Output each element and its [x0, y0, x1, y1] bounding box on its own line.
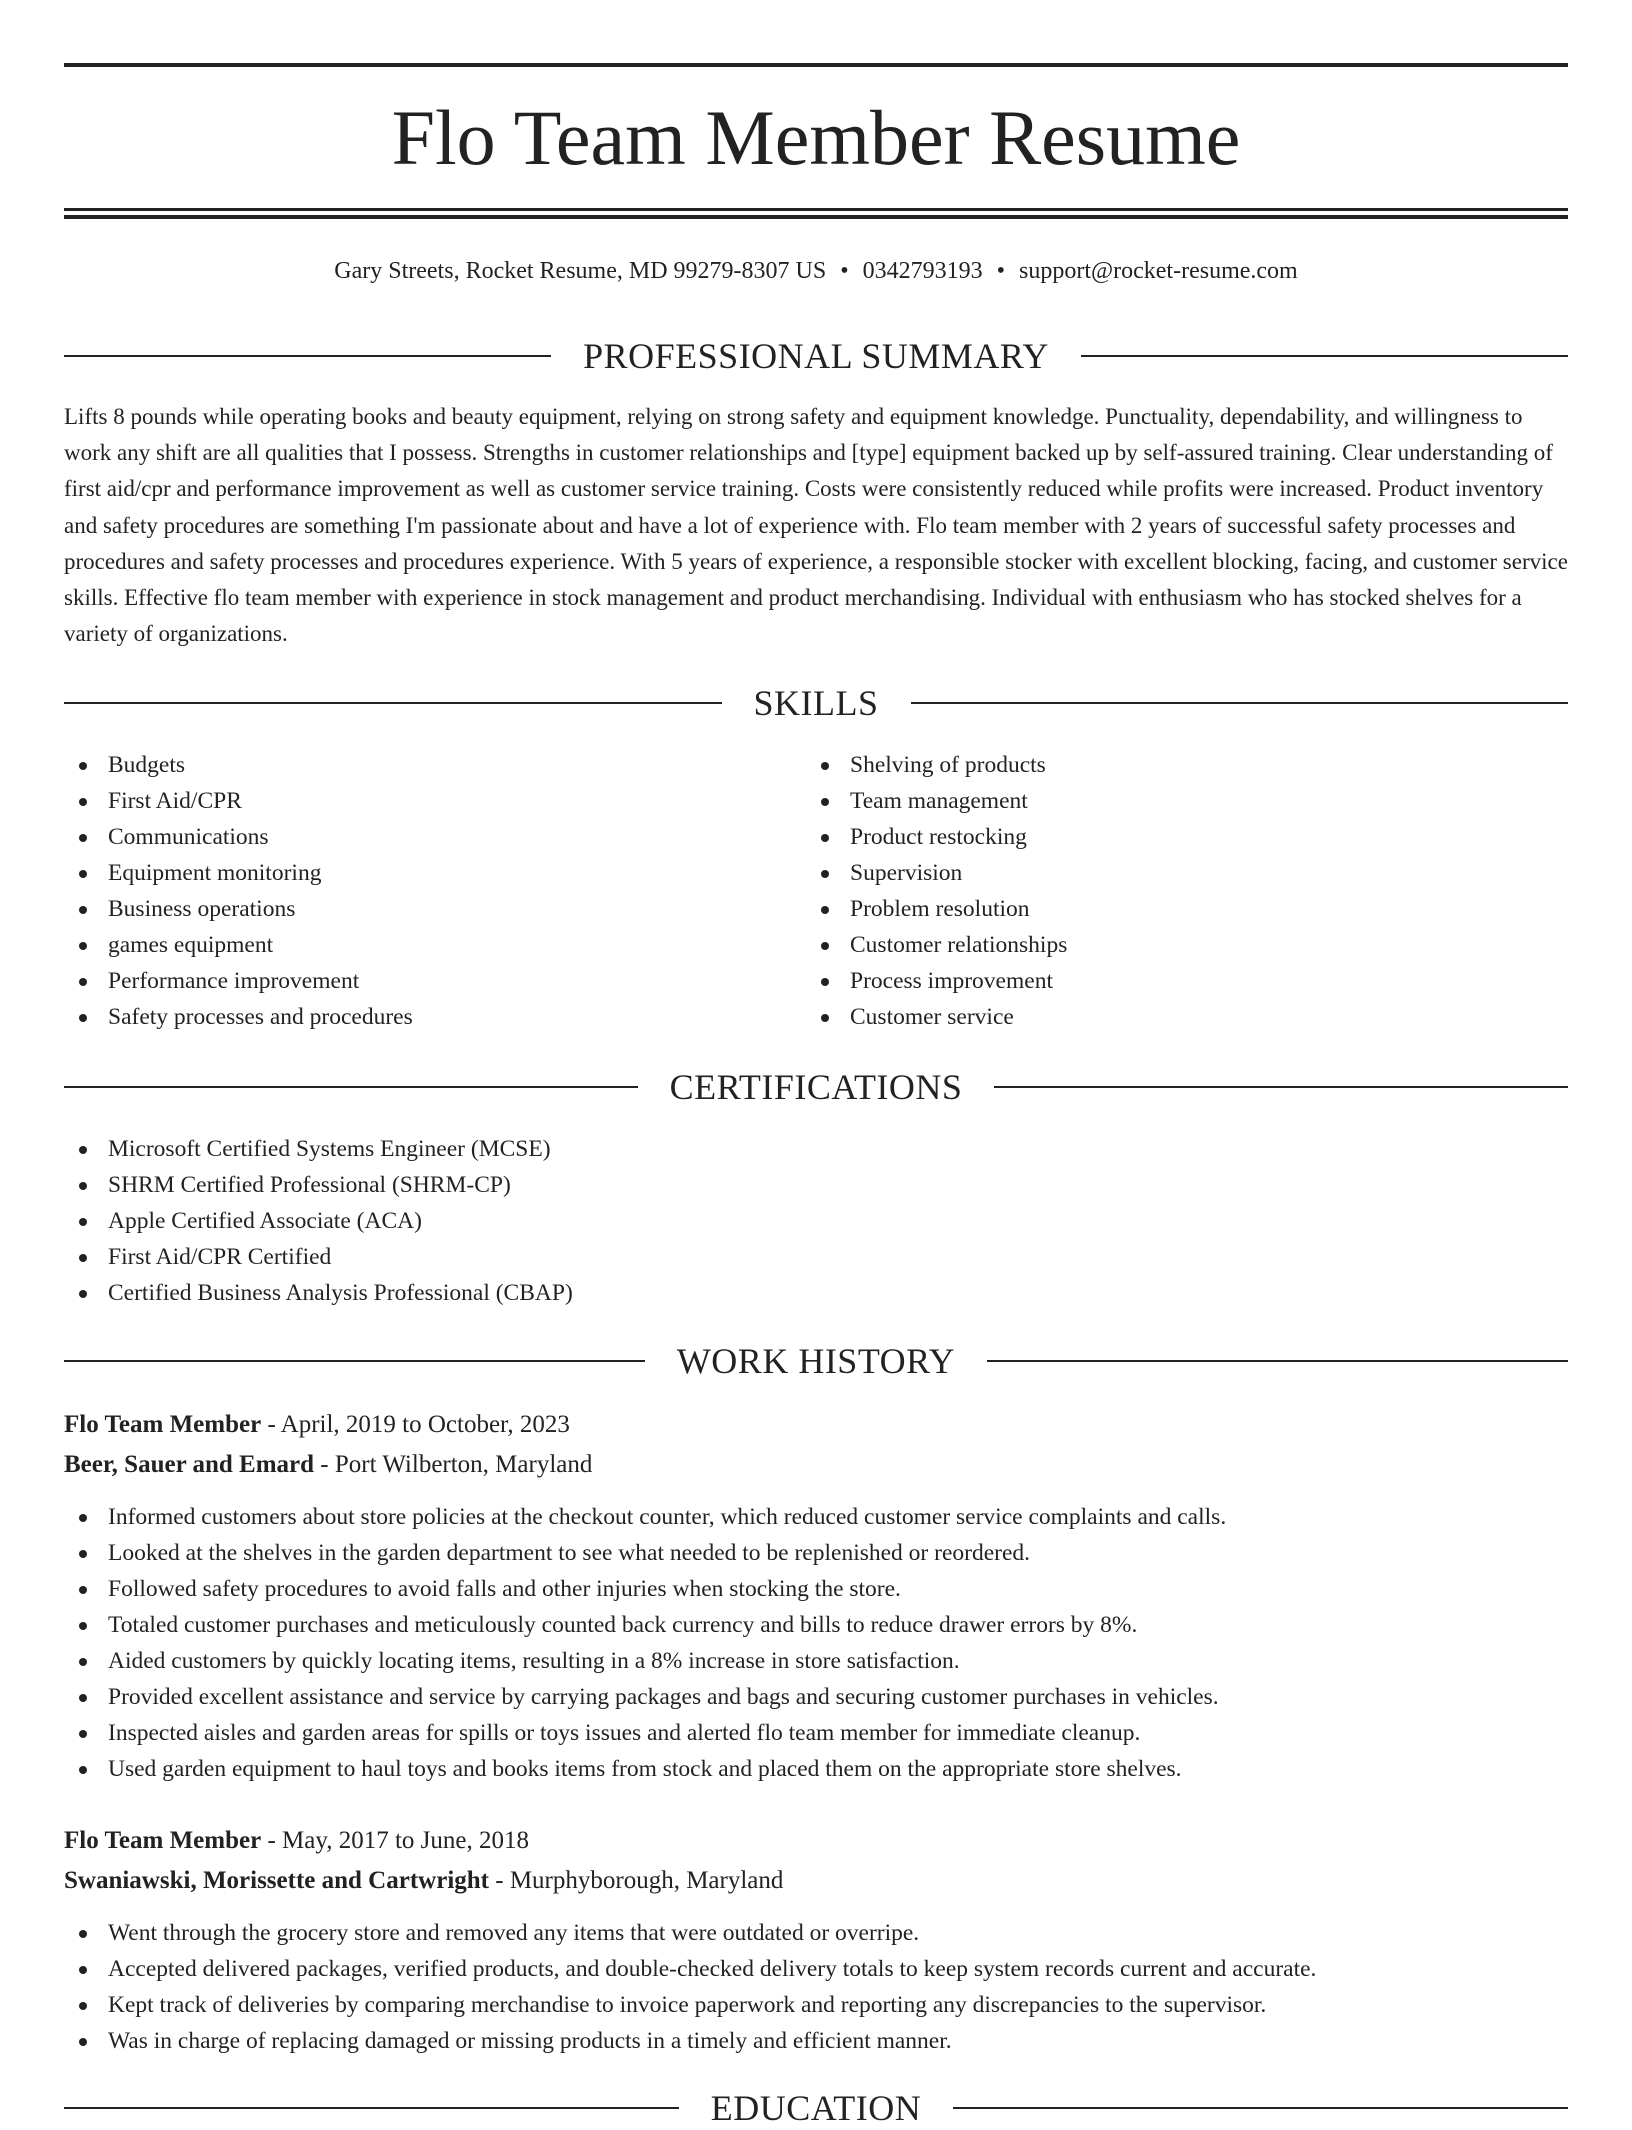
certification-item [64, 1167, 1568, 1203]
bullet-dot [79, 1218, 87, 1226]
section-title: WORK HISTORY [676, 1341, 956, 1381]
certification-item [64, 1239, 1568, 1275]
bullet-dot [79, 798, 87, 806]
section-rule [911, 702, 1569, 704]
section-title: PROFESSIONAL SUMMARY [583, 336, 1049, 376]
bullet-dot [79, 1622, 87, 1630]
bullet-dot [79, 834, 87, 842]
bullet-dot [821, 798, 829, 806]
duty-item-text: Used garden equipment to haul toys and books items from stock and placed them on the appropriate store shelves. [108, 1756, 1182, 1782]
certification-item [64, 1131, 1568, 1167]
skill-item [806, 891, 1546, 927]
certification-item [64, 1203, 1568, 1239]
skill-item-text: Business operations [108, 896, 296, 922]
duty-item [64, 1951, 1568, 1987]
contact-line [64, 255, 1568, 287]
job-dates: - May, 2017 to June, 2018 [261, 1827, 529, 1854]
skill-item-text: Shelving of products [850, 752, 1046, 778]
certifications-list [64, 1131, 1568, 1311]
bullet-dot [79, 2002, 87, 2010]
bullet-dot [79, 906, 87, 914]
skills-list [64, 747, 804, 1035]
job-duties [64, 1499, 1568, 1787]
skills-list [806, 747, 1546, 1035]
skill-item [64, 963, 804, 999]
duty-item [64, 1535, 1568, 1571]
bullet-dot [79, 1182, 87, 1190]
duty-item-text: Totaled customer purchases and meticulously counted back currency and bills to reduce drawer errors by 8%. [108, 1612, 1138, 1638]
bullet-dot [821, 942, 829, 950]
title-rule-lower [64, 215, 1568, 219]
skill-item [806, 927, 1546, 963]
section-title: SKILLS [753, 683, 879, 723]
job-title: Flo Team Member [64, 1827, 262, 1854]
bullet-dot [821, 870, 829, 878]
job-location: - Murphyborough, Maryland [489, 1867, 784, 1894]
skill-item-text: Process improvement [850, 968, 1053, 994]
bullet-dot [79, 1014, 87, 1022]
skill-item-text: Product restocking [850, 824, 1027, 850]
section-rule [64, 355, 551, 357]
skill-item [806, 819, 1546, 855]
bullet-dot [79, 2038, 87, 2046]
skill-item [64, 819, 804, 855]
contact-separator: • [840, 258, 849, 284]
bullet-dot [79, 1658, 87, 1666]
skill-item-text: First Aid/CPR [108, 788, 242, 814]
duty-item-text: Inspected aisles and garden areas for spills or toys issues and alerted flo team member for immediate cleanup. [108, 1720, 1141, 1746]
bullet-dot [79, 1550, 87, 1558]
certification-item-text: Microsoft Certified Systems Engineer (MCSE) [108, 1136, 551, 1162]
job-title: Flo Team Member [64, 1411, 262, 1438]
section-title: CERTIFICATIONS [669, 1067, 963, 1107]
skill-item [64, 855, 804, 891]
job-duties-list [64, 1915, 1568, 2059]
bullet-dot [79, 978, 87, 986]
bullet-dot [821, 978, 829, 986]
duty-item-text: Provided excellent assistance and service by carrying packages and bags and securing customer purchases in vehicles. [108, 1684, 1219, 1710]
duty-item [64, 1679, 1568, 1715]
title-rule-upper [64, 208, 1568, 211]
certifications-block [64, 1131, 1568, 1311]
skill-item-text: Communications [108, 824, 269, 850]
section-header-education [64, 2086, 1568, 2130]
section-header-summary [64, 334, 1568, 378]
certification-item-text: First Aid/CPR Certified [108, 1244, 332, 1270]
bullet-dot [79, 1290, 87, 1298]
skill-item [64, 747, 804, 783]
section-rule [64, 2107, 679, 2109]
skill-item-text: Supervision [850, 860, 963, 886]
bullet-dot [79, 870, 87, 878]
bullet-dot [821, 906, 829, 914]
bullet-dot [79, 1930, 87, 1938]
summary-text: Lifts 8 pounds while operating books and beauty equipment, relying on strong safety and equipment knowledge. Punctuality, dependability, and willingness to work any shift are all qualities that I possess. Strengths in customer relationships and [type] equipment backed up by self-assured training. Clear understanding of first aid/cpr and performance improvement as well as customer service training. Costs were consistently reduced while profits were increased. Product inventory and safety procedures are something I'm passionate about and have a lot of experience with. Flo team member with 2 years of successful safety processes and procedures and safety processes and procedures experience. With 5 years of experience, a responsible stocker with excellent blocking, facing, and customer service skills. Effective flo team member with experience in stock management and product merchandising. Individual with enthusiasm who has stocked shelves for a variety of organizations. [64, 404, 1568, 647]
section-header-certifications [64, 1065, 1568, 1109]
certification-item-text: Certified Business Analysis Professional (CBAP) [108, 1280, 573, 1306]
bullet-dot [79, 1966, 87, 1974]
contact-separator: • [996, 258, 1006, 284]
section-rule [987, 1360, 1568, 1362]
duty-item-text: Informed customers about store policies at the checkout counter, which reduced customer service complaints and calls. [108, 1504, 1227, 1530]
bullet-dot [79, 1694, 87, 1702]
top-rule [64, 63, 1568, 67]
section-rule [953, 2107, 1568, 2109]
duty-item [64, 1499, 1568, 1535]
skill-item-text: Equipment monitoring [108, 860, 322, 886]
job-company-line [64, 1861, 1568, 1901]
job-company-line [64, 1445, 1568, 1485]
bullet-dot [79, 942, 87, 950]
skills-column-left [64, 747, 804, 1035]
duty-item [64, 1751, 1568, 1787]
job-company: Swaniawski, Morissette and Cartwright [64, 1867, 489, 1894]
duty-item-text: Followed safety procedures to avoid falls and other injuries when stocking the store. [108, 1576, 901, 1602]
skill-item-text: games equipment [108, 932, 274, 958]
skill-item-text: Safety processes and procedures [108, 1004, 413, 1030]
duty-item [64, 1715, 1568, 1751]
skill-item [806, 963, 1546, 999]
duty-item [64, 1607, 1568, 1643]
section-header-work-history [64, 1339, 1568, 1383]
duty-item [64, 1643, 1568, 1679]
bullet-dot [79, 1586, 87, 1594]
duty-item [64, 2023, 1568, 2059]
bullet-dot [79, 1146, 87, 1154]
duty-item-text: Accepted delivered packages, verified products, and double-checked delivery totals to keep system records current and accurate. [108, 1956, 1317, 1982]
skill-item [806, 855, 1546, 891]
skill-item [806, 783, 1546, 819]
duty-item [64, 1987, 1568, 2023]
duty-item-text: Was in charge of replacing damaged or missing products in a timely and efficient manner. [108, 2028, 952, 2054]
skill-item [64, 891, 804, 927]
contact-phone: 0342793193 [862, 258, 983, 284]
bullet-dot [821, 1014, 829, 1022]
section-title: EDUCATION [710, 2088, 922, 2128]
contact-address: Gary Streets, Rocket Resume, MD 99279-8307 US [334, 258, 827, 284]
bullet-dot [79, 1766, 87, 1774]
bullet-dot [79, 1254, 87, 1262]
duty-item-text: Looked at the shelves in the garden department to see what needed to be replenished or reordered. [108, 1540, 1031, 1566]
skill-item-text: Performance improvement [108, 968, 360, 994]
duty-item-text: Went through the grocery store and removed any items that were outdated or overripe. [108, 1920, 920, 1946]
skill-item [64, 927, 804, 963]
skill-item-text: Team management [850, 788, 1028, 814]
resume-title: Flo Team Member Resume [391, 94, 1241, 181]
duty-item-text: Aided customers by quickly locating items, resulting in a 8% increase in store satisfaction. [108, 1648, 960, 1674]
section-rule [64, 702, 722, 704]
job-dates: - April, 2019 to October, 2023 [261, 1411, 570, 1438]
section-rule [64, 1086, 638, 1088]
section-rule [1081, 355, 1568, 357]
certification-item-text: SHRM Certified Professional (SHRM-CP) [108, 1172, 511, 1198]
job-title-line [64, 1821, 1568, 1861]
bullet-dot [79, 762, 87, 770]
bullet-dot [821, 834, 829, 842]
skill-item [806, 999, 1546, 1035]
duty-item [64, 1915, 1568, 1951]
skill-item-text: Customer relationships [850, 932, 1068, 958]
bullet-dot [821, 762, 829, 770]
job-title-line [64, 1405, 1568, 1445]
bullet-dot [79, 1514, 87, 1522]
skill-item-text: Customer service [850, 1004, 1014, 1030]
job-company: Beer, Sauer and Emard [64, 1451, 315, 1478]
bullet-dot [79, 1730, 87, 1738]
certification-item [64, 1275, 1568, 1311]
skill-item [64, 999, 804, 1035]
skill-item-text: Budgets [108, 752, 186, 778]
contact-email: support@rocket-resume.com [1019, 258, 1298, 284]
skill-item [64, 783, 804, 819]
section-rule [64, 1360, 645, 1362]
skill-item [806, 747, 1546, 783]
job-duties [64, 1915, 1568, 2059]
job-location: - Port Wilberton, Maryland [314, 1451, 593, 1478]
duty-item [64, 1571, 1568, 1607]
job-duties-list [64, 1499, 1568, 1787]
skill-item-text: Problem resolution [850, 896, 1030, 922]
section-header-skills [64, 681, 1568, 725]
section-rule [994, 1086, 1568, 1088]
duty-item-text: Kept track of deliveries by comparing merchandise to invoice paperwork and reporting any discrepancies to the supervisor. [108, 1992, 1267, 2018]
certification-item-text: Apple Certified Associate (ACA) [108, 1208, 422, 1234]
skills-column-right [806, 747, 1546, 1035]
